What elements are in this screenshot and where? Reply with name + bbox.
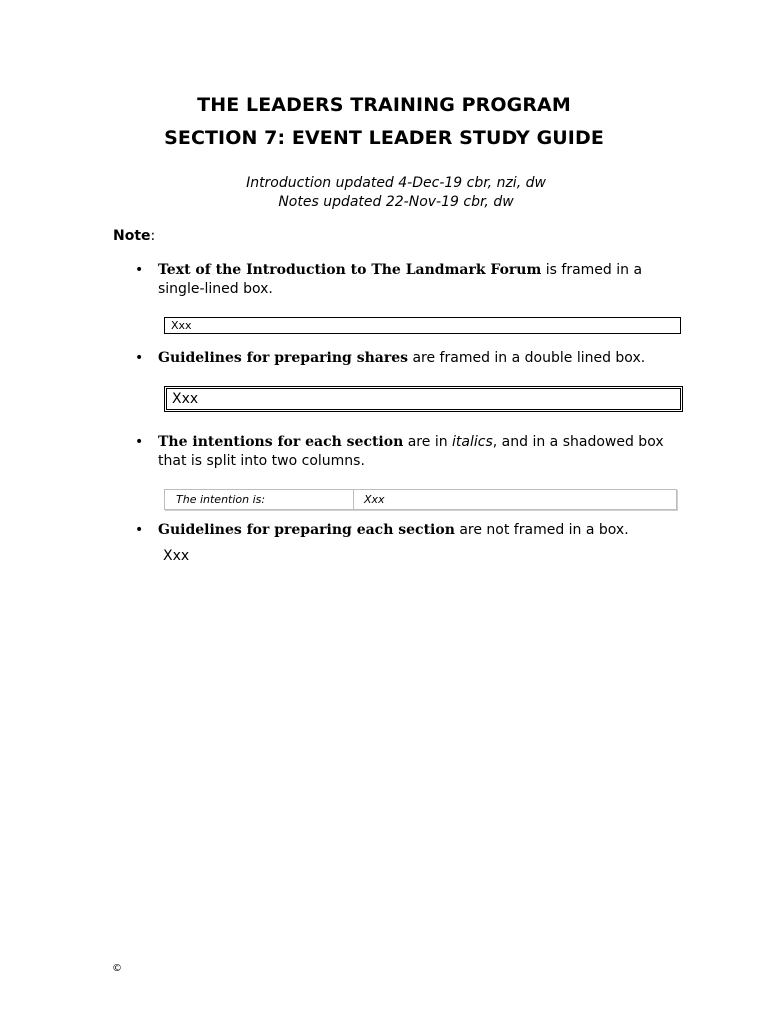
note-heading bbox=[113, 228, 155, 244]
shadowed-two-column-box-example bbox=[164, 489, 677, 510]
single-lined-box-example: Xxx bbox=[164, 317, 681, 334]
bullet-italic-text: italics bbox=[452, 434, 493, 450]
bullet-bold-text: Guidelines for preparing shares bbox=[158, 350, 409, 366]
bullet-bold-text: Text of the Introduction to The Landmark Forum bbox=[158, 262, 542, 278]
bullet-bold-text: The intentions for each section bbox=[158, 434, 404, 450]
bullet-rest-text: are not framed in a box. bbox=[454, 522, 629, 538]
bullet-marker: • bbox=[135, 350, 144, 366]
intention-label-cell: The intention is: bbox=[165, 490, 354, 509]
intention-value-cell: Xxx bbox=[364, 493, 385, 506]
bullet-item-no-box bbox=[158, 521, 674, 540]
bullet-marker: • bbox=[135, 434, 144, 450]
bullet-marker: • bbox=[135, 262, 144, 278]
unframed-example-text: Xxx bbox=[163, 548, 190, 564]
document-subtitle: SECTION 7: EVENT LEADER STUDY GUIDE bbox=[164, 127, 604, 149]
bullet-rest-text: , and in a shadowed box that is split into two columns. bbox=[158, 434, 664, 469]
bullet-item-single-box bbox=[158, 261, 674, 299]
bullet-marker: • bbox=[135, 522, 144, 538]
bullet-mid-text: are in bbox=[403, 434, 453, 450]
bullet-bold-text: Guidelines for preparing each section bbox=[158, 522, 455, 538]
bullet-rest-text: are framed in a double lined box. bbox=[408, 350, 646, 366]
copyright-mark: © bbox=[112, 963, 122, 974]
notes-updated-line: Notes updated 22-Nov-19 cbr, dw bbox=[278, 194, 514, 210]
double-lined-box-example: Xxx bbox=[164, 386, 683, 412]
bullet-item-shadowed-box bbox=[158, 433, 674, 471]
document-title: THE LEADERS TRAINING PROGRAM bbox=[197, 94, 571, 116]
bullet-rest-text: is framed in a single-lined box. bbox=[158, 262, 643, 297]
intro-updated-line: Introduction updated 4-Dec-19 cbr, nzi, dw bbox=[246, 175, 546, 191]
note-label: Note bbox=[113, 228, 151, 244]
bullet-item-double-box bbox=[158, 349, 674, 368]
note-colon: : bbox=[150, 228, 156, 244]
